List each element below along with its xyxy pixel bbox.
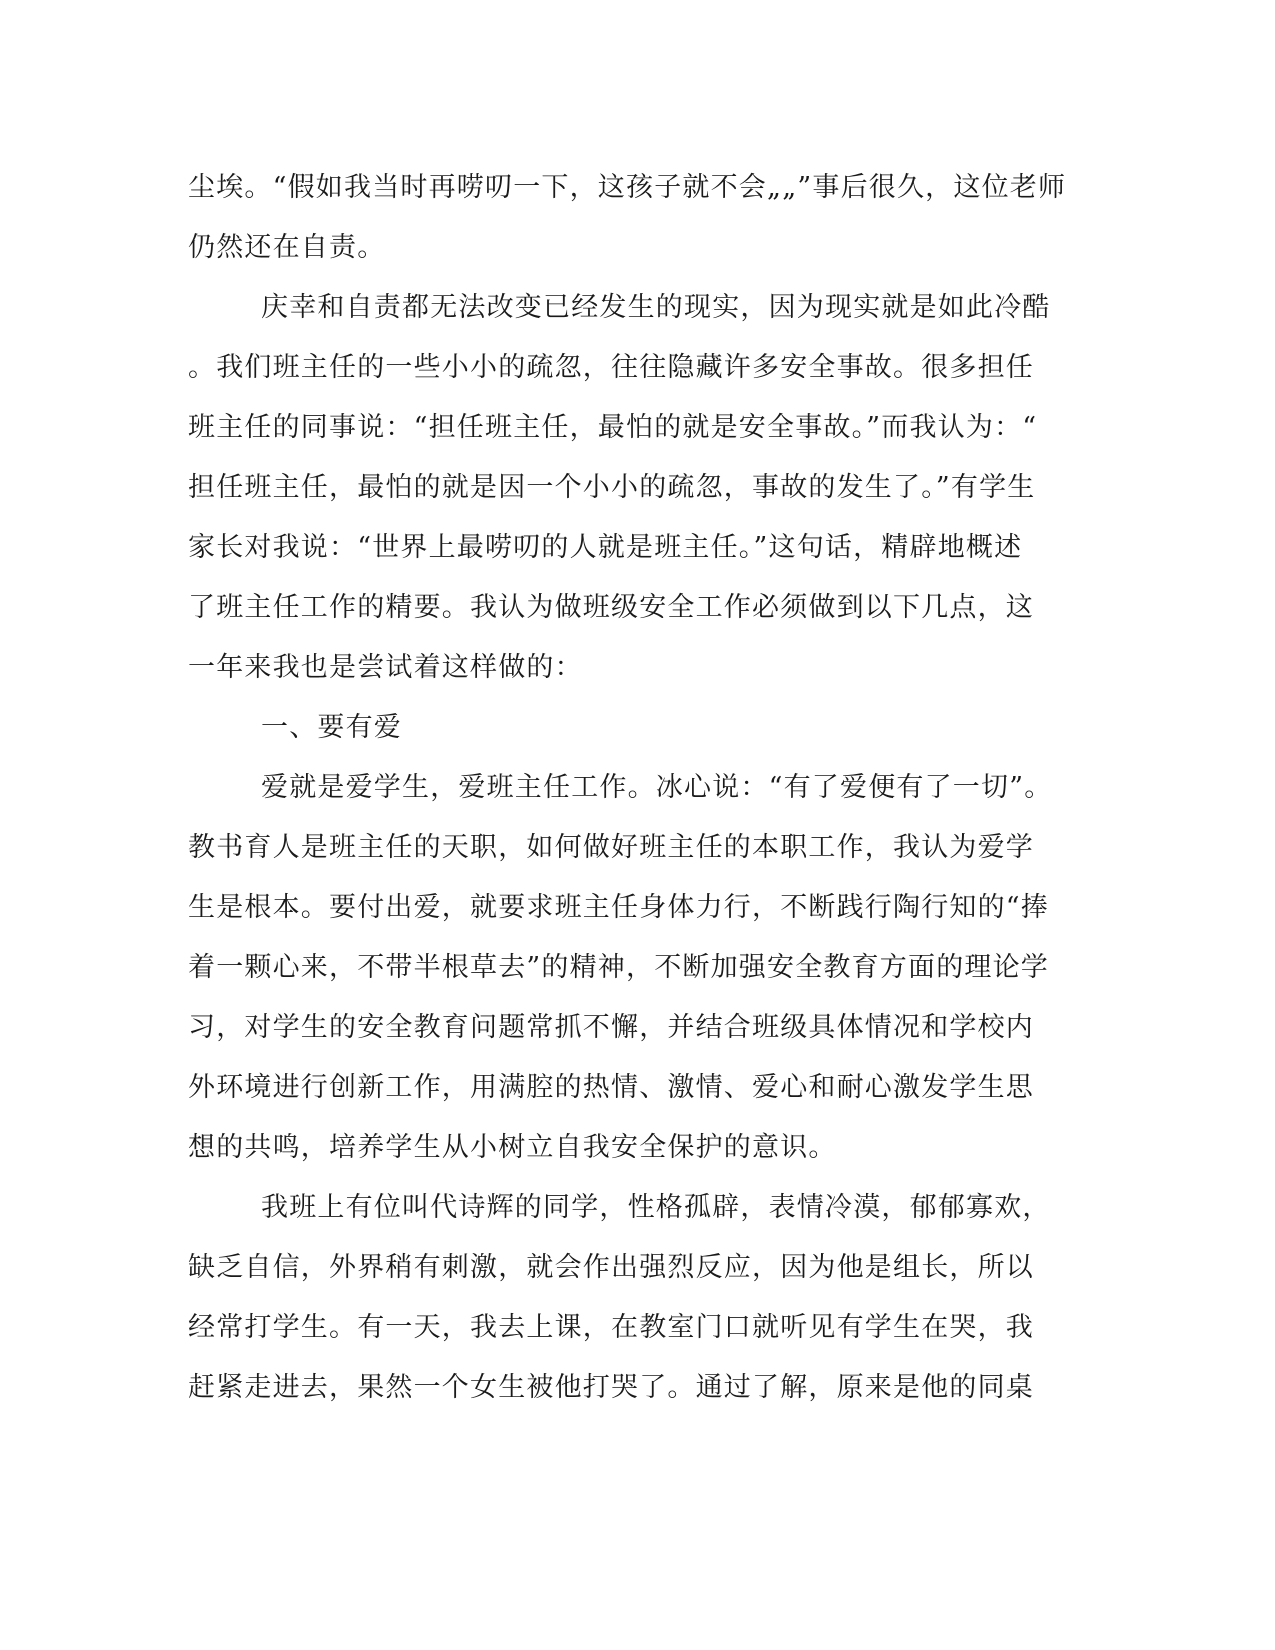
text-line: 尘埃。“假如我当时再唠叨一下，这孩子就不会„„”事后很久，这位老师: [188, 172, 1067, 203]
text-line: 经常打学生。有一天，我去上课，在教室门口就听见有学生在哭，我: [188, 1312, 1034, 1343]
paragraph-start-line: 我班上有位叫代诗辉的同学，性格孤辟，表情冷漠，郁郁寡欢，: [261, 1192, 1051, 1223]
text-line: 班主任的同事说：“担任班主任，最怕的就是安全事故。”而我认为：“: [188, 412, 1038, 443]
paragraph-start-line: 庆幸和自责都无法改变已经发生的现实，因为现实就是如此冷酷: [261, 292, 1051, 323]
text-line: 一年来我也是尝试着这样做的：: [188, 652, 583, 683]
text-line: 赶紧走进去，果然一个女生被他打哭了。通过了解，原来是他的同桌: [188, 1372, 1034, 1403]
text-line: 了班主任工作的精要。我认为做班级安全工作必须做到以下几点，这: [188, 592, 1034, 623]
body-text: [188, 158, 1078, 1418]
text-line: 外环境进行创新工作，用满腔的热情、激情、爱心和耐心激发学生思: [188, 1072, 1034, 1103]
text-line: 教书育人是班主任的天职，如何做好班主任的本职工作，我认为爱学: [188, 832, 1034, 863]
section-heading: 一、要有爱: [261, 712, 402, 743]
text-line: 着一颗心来，不带半根草去”的精神，不断加强安全教育方面的理论学: [188, 952, 1050, 983]
text-line: 想的共鸣，培养学生从小树立自我安全保护的意识。: [188, 1132, 837, 1163]
text-line: 担任班主任，最怕的就是因一个小小的疏忽，事故的发生了。”有学生: [188, 472, 1036, 503]
text-line: 习，对学生的安全教育问题常抓不懈，并结合班级具体情况和学校内: [188, 1012, 1034, 1043]
paragraph-start-line: 爱就是爱学生，爱班主任工作。冰心说：“有了爱便有了一切”。: [261, 772, 1053, 803]
text-line: 缺乏自信，外界稍有刺激，就会作出强烈反应，因为他是组长，所以: [188, 1252, 1034, 1283]
text-line: 仍然还在自责。: [188, 232, 386, 263]
text-line: 家长对我说：“世界上最唠叨的人就是班主任。”这句话，精辟地概述: [188, 532, 1023, 563]
text-line: 。我们班主任的一些小小的疏忽，往往隐藏许多安全事故。很多担任: [188, 352, 1034, 383]
text-line: 生是根本。要付出爱，就要求班主任身体力行，不断践行陶行知的“捧: [188, 892, 1050, 923]
